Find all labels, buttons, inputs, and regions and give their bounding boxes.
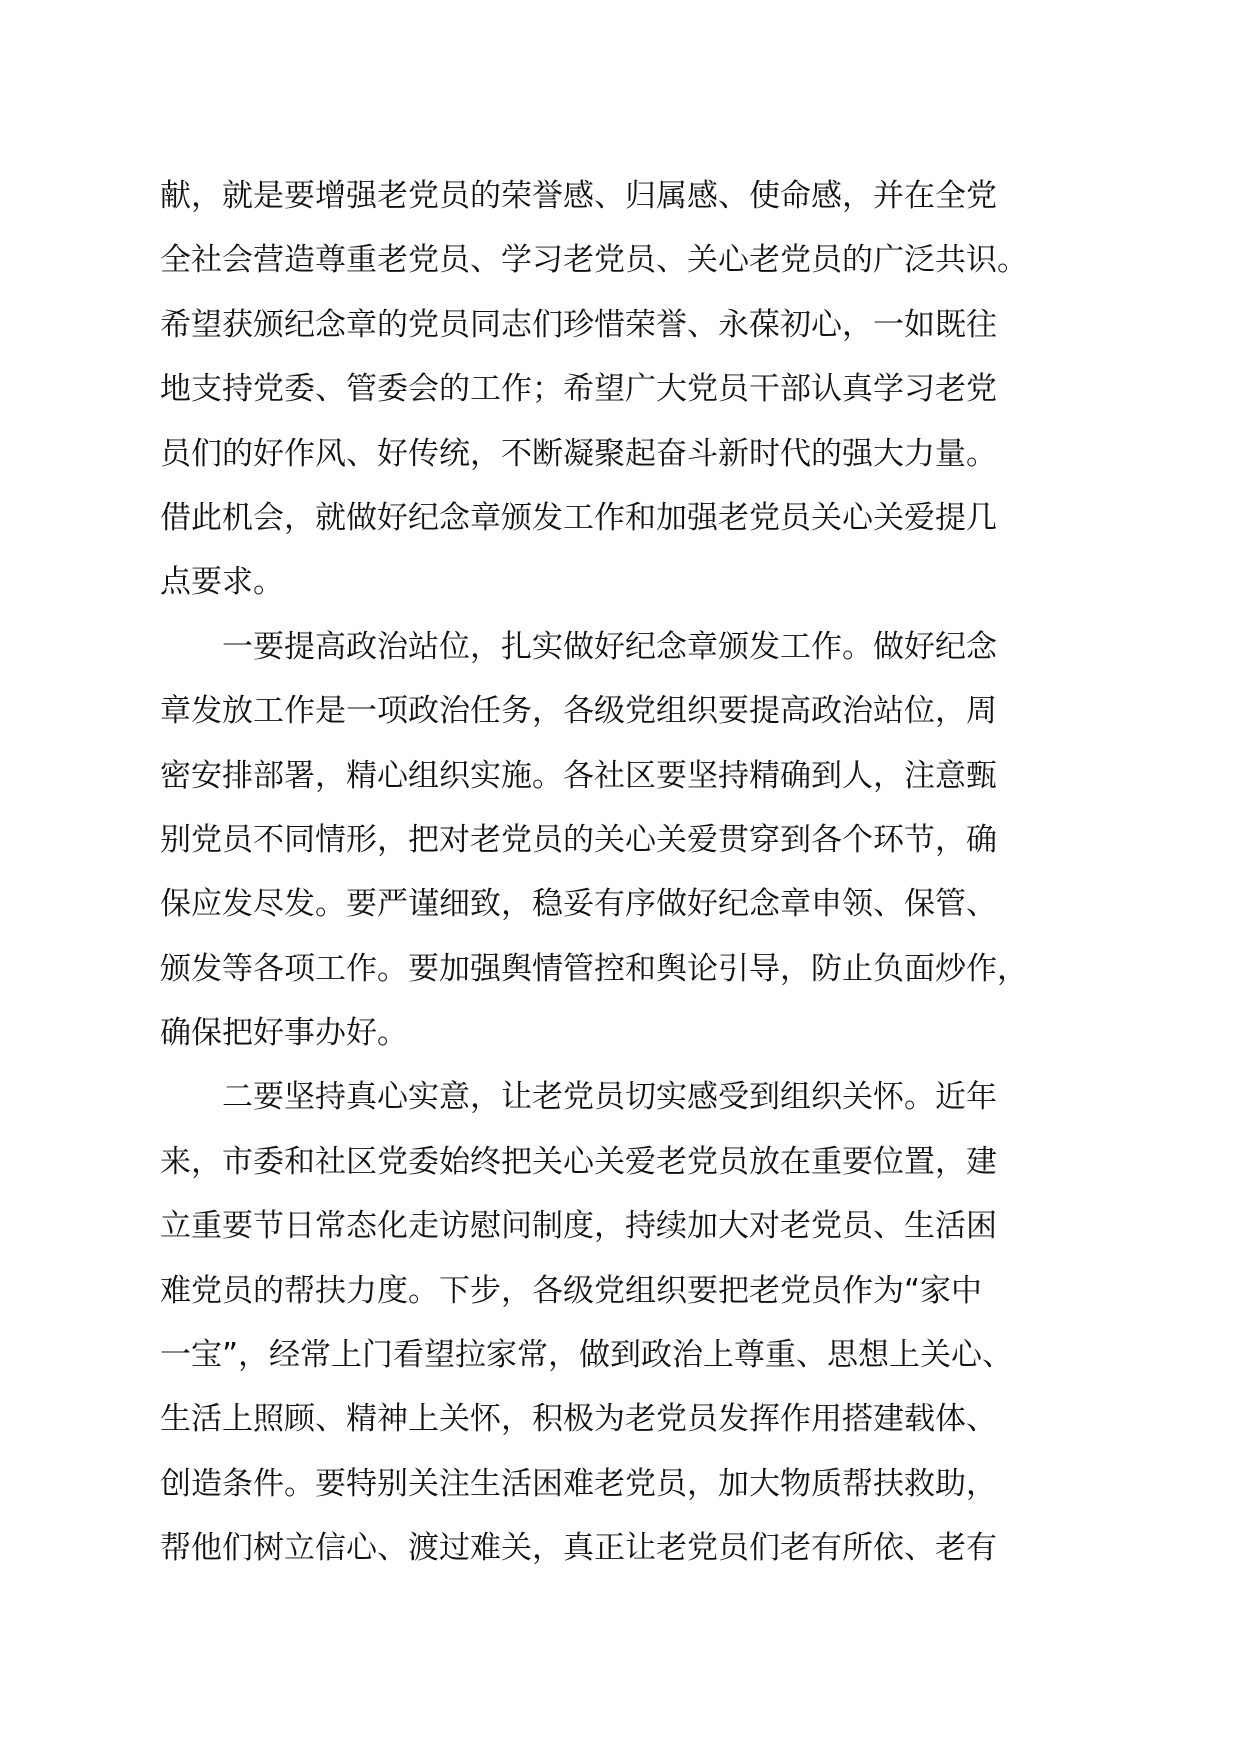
- text-line: 保应发尽发。要严谨细致，稳妥有序做好纪念章申领、保管、: [160, 886, 997, 923]
- text-line: 难党员的帮扶力度。下步，各级党组织要把老党员作为“家中: [160, 1272, 983, 1309]
- text-line: 希望获颁纪念章的党员同志们珍惜荣誉、永葆初心，一如既往: [160, 306, 997, 343]
- text-line: 章发放工作是一项政治任务，各级党组织要提高政治站位，周: [160, 693, 997, 730]
- text-line: 密安排部署，精心组织实施。各社区要坚持精确到人，注意甄: [160, 757, 997, 794]
- text-line: 借此机会，就做好纪念章颁发工作和加强老党员关心关爱提几: [160, 499, 997, 536]
- text-line: 立重要节日常态化走访慰问制度，持续加大对老党员、生活困: [160, 1208, 997, 1245]
- text-line: 一要提高政治站位，扎实做好纪念章颁发工作。做好纪念: [160, 628, 997, 665]
- text-line: 帮他们树立信心、渡过难关，真正让老党员们老有所依、老有: [160, 1530, 997, 1567]
- text-line: 点要求。: [160, 564, 284, 601]
- text-line: 创造条件。要特别关注生活困难老党员，加大物质帮扶救助，: [160, 1465, 997, 1502]
- text-line: 献，就是要增强老党员的荣誉感、归属感、使命感，并在全党: [160, 178, 997, 214]
- text-line: 来，市委和社区党委始终把关心关爱老党员放在重要位置，建: [160, 1143, 997, 1180]
- text-line: 地支持党委、管委会的工作；希望广大党员干部认真学习老党: [160, 371, 997, 408]
- text-line: 别党员不同情形，把对老党员的关心关爱贯穿到各个环节，确: [160, 821, 997, 858]
- text-line: 全社会营造尊重老党员、学习老党员、关心老党员的广泛共识。: [160, 242, 1028, 279]
- text-line: 颁发等各项工作。要加强舆情管控和舆论引导，防止负面炒作，: [160, 950, 1028, 987]
- text-line: 员们的好作风、好传统，不断凝聚起奋斗新时代的强大力量。: [160, 435, 997, 472]
- text-line: 一宝”，经常上门看望拉家常，做到政治上尊重、思想上关心、: [160, 1337, 1014, 1374]
- text-line: 确保把好事办好。: [160, 1015, 408, 1052]
- text-line: 二要坚持真心实意，让老党员切实感受到组织关怀。近年: [160, 1079, 997, 1116]
- body-text: [160, 164, 1120, 1581]
- text-line: 生活上照顾、精神上关怀，积极为老党员发挥作用搭建载体、: [160, 1401, 997, 1438]
